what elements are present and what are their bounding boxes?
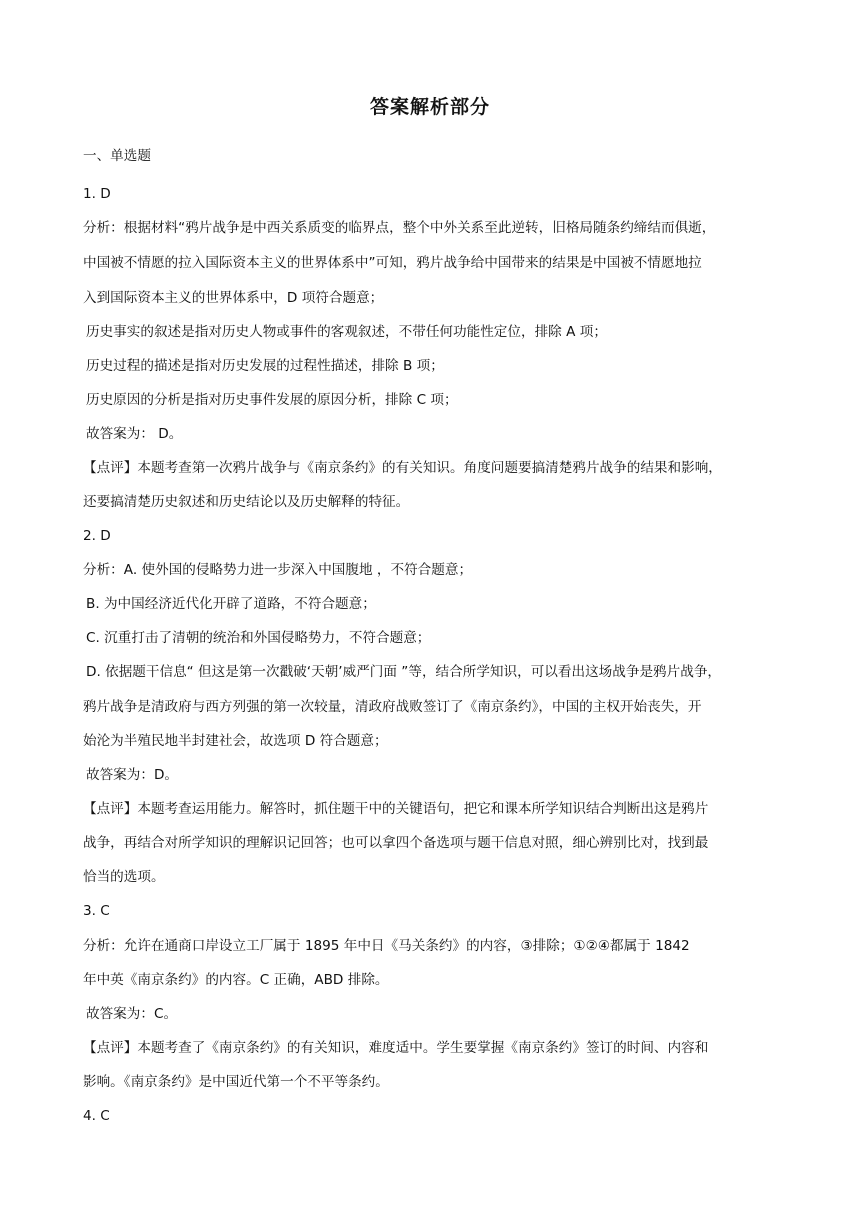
question-1-analysis-line: 历史事实的叙述是指对历史人物或事件的客观叙述，不带任何功能性定位，排除 A 项； <box>86 324 607 340</box>
question-2-analysis-line: B. 为中国经济近代化开辟了道路，不符合题意； <box>86 596 376 612</box>
question-2-analysis-line: C. 沉重打击了清朝的统治和外国侵略势力，不符合题意； <box>86 630 431 646</box>
question-1-number: 1. D <box>83 186 111 202</box>
page-title: 答案解析部分 <box>369 96 490 118</box>
question-3-comment-line: 【点评】本题考查了《南京条约》的有关知识，难度适中。学生要掌握《南京条约》签订的时间、内容和 <box>83 1040 709 1056</box>
question-3-analysis-line: 年中英《南京条约》的内容。C 正确，ABD 排除。 <box>83 972 389 988</box>
question-2-comment-line: 恰当的选项。 <box>83 869 165 885</box>
question-3-answer: 故答案为：C。 <box>86 1006 178 1022</box>
question-2-comment-line: 【点评】本题考查运用能力。解答时，抓住题干中的关键语句，把它和课本所学知识结合判断出这是鸦片 <box>83 801 709 817</box>
question-1-comment-line: 还要搞清楚历史叙述和历史结论以及历史解释的特征。 <box>83 494 410 510</box>
question-2-answer: 故答案为：D。 <box>86 767 179 783</box>
question-2-number: 2. D <box>83 528 111 544</box>
question-2-analysis-line: D. 依据题干信息“ 但这是第一次戳破‘天朝’威严门面 ”等，结合所学知识，可以看出这场战争是鸦片战争， <box>86 664 722 680</box>
question-1-comment-line: 【点评】本题考查第一次鸦片战争与《南京条约》的有关知识。角度问题要搞清楚鸦片战争的结果和影响， <box>83 460 722 476</box>
question-3-analysis-line: 分析：允许在通商口岸设立工厂属于 1895 年中日《马关条约》的内容，③排除；①②④都属于 1842 <box>83 938 690 954</box>
question-1-analysis-line: 分析：根据材料“鸦片战争是中西关系质变的临界点，整个中外关系至此逆转，旧格局随条约缔结而俱逝， <box>83 220 716 236</box>
question-2-analysis-line: 鸦片战争是清政府与西方列强的第一次较量，清政府战败签订了《南京条约》，中国的主权开始丧失，开 <box>83 699 702 715</box>
question-1-analysis-line: 历史过程的描述是指对历史发展的过程性描述，排除 B 项； <box>86 358 444 374</box>
question-1-answer: 故答案为： D。 <box>86 426 183 442</box>
section-heading: 一、单选题 <box>83 148 151 164</box>
question-1-analysis-line: 历史原因的分析是指对历史事件发展的原因分析，排除 C 项； <box>86 392 458 408</box>
question-1-analysis-line: 中国被不情愿的拉入国际资本主义的世界体系中”可知，鸦片战争给中国带来的结果是中国被不情愿地拉 <box>83 255 702 271</box>
question-1-analysis-line: 入到国际资本主义的世界体系中，D 项符合题意； <box>83 290 384 306</box>
question-3-comment-line: 影响。《南京条约》是中国近代第一个不平等条约。 <box>83 1074 389 1090</box>
question-2-comment-line: 战争，再结合对所学知识的理解识记回答；也可以拿四个备选项与题干信息对照，细心辨别比对，找到最 <box>83 835 709 851</box>
question-2-analysis-line: 分析：A. 使外国的侵略势力进一步深入中国腹地 ，不符合题意； <box>83 562 473 578</box>
question-3-number: 3. C <box>83 903 110 919</box>
question-4-number: 4. C <box>83 1108 110 1124</box>
question-2-analysis-line: 始沦为半殖民地半封建社会，故选项 D 符合题意； <box>83 733 388 749</box>
